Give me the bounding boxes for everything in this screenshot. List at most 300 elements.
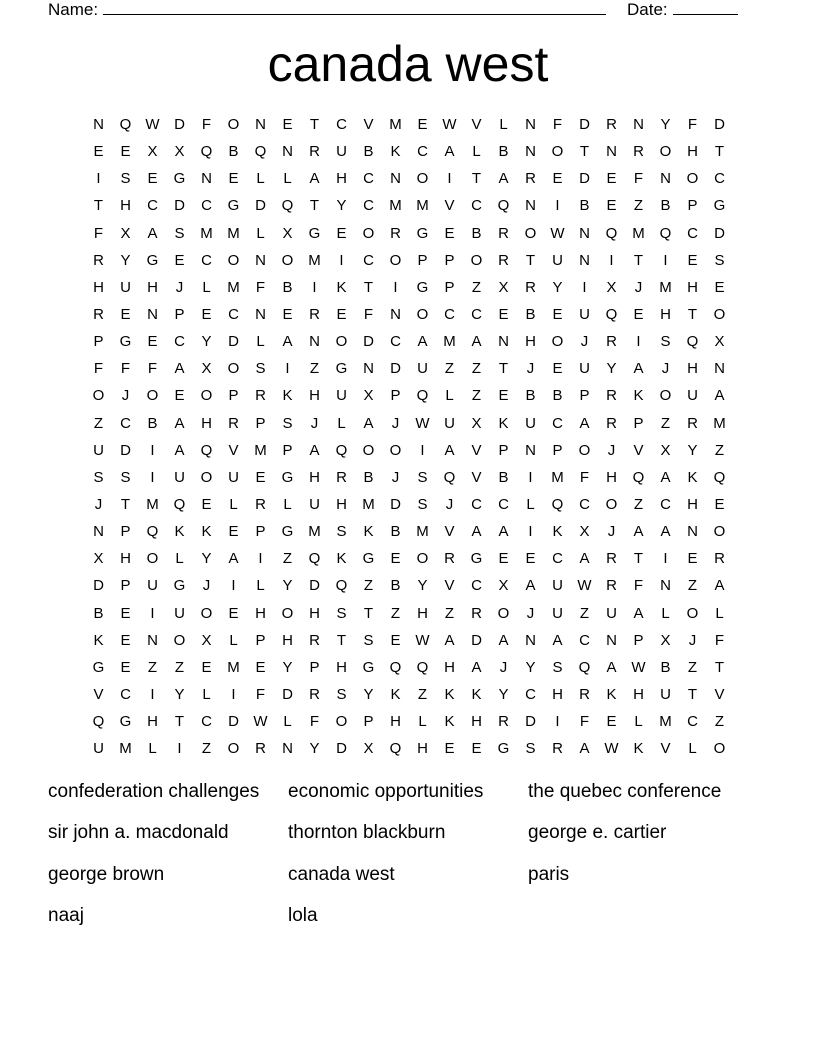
grid-letter[interactable]: E <box>471 740 482 758</box>
grid-letter[interactable]: N <box>201 170 212 188</box>
grid-letter[interactable]: R <box>498 251 509 269</box>
grid-letter[interactable]: Z <box>417 685 428 703</box>
grid-letter[interactable]: K <box>498 414 509 432</box>
grid-letter[interactable]: I <box>528 523 533 541</box>
grid-letter[interactable]: A <box>579 740 590 758</box>
grid-letter[interactable]: O <box>416 550 429 568</box>
grid-letter[interactable]: N <box>255 251 266 269</box>
grid-letter[interactable]: C <box>471 577 482 595</box>
grid-letter[interactable]: Q <box>173 495 186 513</box>
grid-letter[interactable]: A <box>471 658 482 676</box>
grid-letter[interactable]: R <box>309 143 320 161</box>
grid-letter[interactable]: R <box>228 414 239 432</box>
grid-letter[interactable]: N <box>714 360 725 378</box>
grid-letter[interactable]: D <box>255 197 266 215</box>
grid-letter[interactable]: O <box>281 251 294 269</box>
grid-letter[interactable]: Y <box>363 685 374 703</box>
grid-letter[interactable]: A <box>363 414 374 432</box>
grid-letter[interactable]: X <box>606 278 617 296</box>
grid-letter[interactable]: A <box>633 604 644 622</box>
grid-letter[interactable]: H <box>336 495 347 513</box>
grid-letter[interactable]: C <box>579 631 590 649</box>
grid-letter[interactable]: H <box>93 278 104 296</box>
grid-letter[interactable]: C <box>552 414 563 432</box>
grid-letter[interactable]: C <box>363 197 374 215</box>
grid-letter[interactable]: O <box>713 740 726 758</box>
grid-letter[interactable]: C <box>687 713 698 731</box>
grid-letter[interactable]: G <box>362 550 375 568</box>
grid-letter[interactable]: Y <box>687 441 698 459</box>
grid-letter[interactable]: R <box>606 116 617 133</box>
grid-letter[interactable]: H <box>687 143 698 161</box>
grid-letter[interactable]: C <box>120 414 131 432</box>
grid-letter[interactable]: N <box>93 523 104 541</box>
grid-letter[interactable]: J <box>445 495 454 513</box>
grid-letter[interactable]: K <box>336 278 347 296</box>
grid-letter[interactable]: E <box>633 305 644 323</box>
grid-letter[interactable]: N <box>525 441 536 459</box>
grid-letter[interactable]: W <box>145 116 160 133</box>
grid-letter[interactable]: C <box>363 170 374 188</box>
grid-letter[interactable]: H <box>309 387 320 405</box>
grid-letter[interactable]: Q <box>713 468 726 486</box>
grid-letter[interactable]: W <box>577 577 592 595</box>
grid-letter[interactable]: E <box>228 170 239 188</box>
grid-letter[interactable]: J <box>175 278 184 296</box>
grid-letter[interactable]: Q <box>254 143 267 161</box>
grid-letter[interactable]: U <box>606 604 617 622</box>
grid-letter[interactable]: F <box>714 631 725 649</box>
grid-letter[interactable]: L <box>256 224 265 242</box>
grid-letter[interactable]: S <box>336 685 347 703</box>
grid-letter[interactable]: L <box>283 170 292 188</box>
grid-letter[interactable]: D <box>390 495 401 513</box>
grid-letter[interactable]: R <box>633 143 644 161</box>
grid-letter[interactable]: A <box>525 577 536 595</box>
grid-letter[interactable]: Z <box>633 197 644 215</box>
grid-letter[interactable]: B <box>390 577 401 595</box>
grid-letter[interactable]: D <box>336 740 347 758</box>
grid-letter[interactable]: J <box>202 577 211 595</box>
grid-letter[interactable]: F <box>255 278 266 296</box>
grid-letter[interactable]: F <box>579 468 590 486</box>
grid-letter[interactable]: T <box>363 278 374 296</box>
grid-letter[interactable]: Y <box>660 116 671 133</box>
grid-letter[interactable]: E <box>606 713 617 731</box>
grid-letter[interactable]: Q <box>416 658 429 676</box>
grid-letter[interactable]: Q <box>497 197 510 215</box>
grid-letter[interactable]: O <box>686 170 699 188</box>
grid-letter[interactable]: L <box>661 604 670 622</box>
grid-letter[interactable]: Y <box>120 251 131 269</box>
grid-letter[interactable]: I <box>150 685 155 703</box>
grid-letter[interactable]: C <box>660 495 671 513</box>
grid-letter[interactable]: Z <box>471 387 482 405</box>
grid-letter[interactable]: P <box>309 658 320 676</box>
grid-letter[interactable]: Z <box>660 414 671 432</box>
grid-letter[interactable]: A <box>498 523 509 541</box>
grid-letter[interactable]: I <box>285 360 290 378</box>
grid-letter[interactable]: N <box>525 631 536 649</box>
grid-letter[interactable]: R <box>255 740 266 758</box>
grid-letter[interactable]: T <box>309 197 320 215</box>
grid-letter[interactable]: K <box>336 550 347 568</box>
grid-letter[interactable]: P <box>579 387 590 405</box>
grid-letter[interactable]: N <box>606 631 617 649</box>
grid-letter[interactable]: E <box>174 251 185 269</box>
grid-letter[interactable]: N <box>255 305 266 323</box>
grid-letter[interactable]: C <box>471 495 482 513</box>
grid-letter[interactable]: F <box>687 116 698 133</box>
grid-letter[interactable]: M <box>632 224 645 242</box>
grid-letter[interactable]: T <box>471 170 482 188</box>
grid-letter[interactable]: A <box>714 387 725 405</box>
grid-letter[interactable]: F <box>93 360 104 378</box>
grid-letter[interactable]: N <box>687 523 698 541</box>
grid-letter[interactable]: W <box>253 713 268 731</box>
grid-letter[interactable]: X <box>120 224 131 242</box>
grid-letter[interactable]: H <box>147 278 158 296</box>
grid-letter[interactable]: Z <box>471 360 482 378</box>
grid-letter[interactable]: X <box>93 550 104 568</box>
name-blank[interactable] <box>103 0 606 15</box>
grid-letter[interactable]: M <box>416 197 429 215</box>
grid-letter[interactable]: M <box>227 278 240 296</box>
grid-letter[interactable]: O <box>227 740 240 758</box>
grid-letter[interactable]: U <box>687 387 698 405</box>
grid-letter[interactable]: R <box>390 224 401 242</box>
grid-letter[interactable]: K <box>363 523 374 541</box>
grid-letter[interactable]: V <box>444 577 455 595</box>
grid-letter[interactable]: U <box>579 360 590 378</box>
grid-letter[interactable]: F <box>309 713 320 731</box>
grid-letter[interactable]: Q <box>146 523 159 541</box>
grid-letter[interactable]: O <box>713 305 726 323</box>
grid-letter[interactable]: X <box>201 360 212 378</box>
grid-letter[interactable]: S <box>714 251 725 269</box>
grid-letter[interactable]: A <box>660 523 671 541</box>
grid-letter[interactable]: L <box>256 577 265 595</box>
grid-letter[interactable]: A <box>174 414 185 432</box>
grid-letter[interactable]: I <box>663 251 668 269</box>
grid-letter[interactable]: T <box>633 550 644 568</box>
grid-letter[interactable]: S <box>660 333 671 351</box>
grid-letter[interactable]: P <box>687 197 698 215</box>
grid-letter[interactable]: M <box>200 224 213 242</box>
grid-letter[interactable]: H <box>552 685 563 703</box>
grid-letter[interactable]: R <box>606 333 617 351</box>
grid-letter[interactable]: B <box>390 523 401 541</box>
grid-letter[interactable]: Q <box>389 658 402 676</box>
grid-letter[interactable]: H <box>147 713 158 731</box>
grid-letter[interactable]: I <box>177 740 182 758</box>
grid-letter[interactable]: N <box>606 143 617 161</box>
grid-letter[interactable]: E <box>498 305 509 323</box>
grid-letter[interactable]: L <box>256 170 265 188</box>
grid-letter[interactable]: L <box>634 713 643 731</box>
grid-letter[interactable]: E <box>498 387 509 405</box>
grid-letter[interactable]: M <box>308 523 321 541</box>
grid-letter[interactable]: I <box>393 278 398 296</box>
grid-letter[interactable]: B <box>363 143 374 161</box>
grid-letter[interactable]: E <box>93 143 104 161</box>
grid-letter[interactable]: J <box>94 495 103 513</box>
grid-letter[interactable]: H <box>309 468 320 486</box>
grid-letter[interactable]: Z <box>579 604 590 622</box>
grid-letter[interactable]: F <box>255 685 266 703</box>
grid-letter[interactable]: P <box>633 414 644 432</box>
grid-letter[interactable]: C <box>228 305 239 323</box>
grid-letter[interactable]: V <box>471 116 482 133</box>
grid-letter[interactable]: C <box>336 116 347 133</box>
grid-letter[interactable]: T <box>498 360 509 378</box>
grid-letter[interactable]: J <box>499 658 508 676</box>
grid-letter[interactable]: V <box>444 523 455 541</box>
grid-letter[interactable]: B <box>552 387 563 405</box>
grid-letter[interactable]: D <box>282 685 293 703</box>
grid-letter[interactable]: H <box>255 604 266 622</box>
grid-letter[interactable]: C <box>714 170 725 188</box>
grid-letter[interactable]: E <box>336 224 347 242</box>
grid-letter[interactable]: W <box>604 740 619 758</box>
grid-letter[interactable]: H <box>120 550 131 568</box>
grid-letter[interactable]: N <box>147 305 158 323</box>
grid-letter[interactable]: H <box>417 604 428 622</box>
grid-letter[interactable]: N <box>390 305 401 323</box>
grid-letter[interactable]: O <box>335 713 348 731</box>
grid-letter[interactable]: N <box>255 116 266 133</box>
grid-letter[interactable]: R <box>606 414 617 432</box>
grid-letter[interactable]: O <box>551 143 564 161</box>
grid-letter[interactable]: L <box>418 713 427 731</box>
grid-letter[interactable]: E <box>201 305 212 323</box>
grid-letter[interactable]: Y <box>498 685 509 703</box>
grid-letter[interactable]: D <box>363 333 374 351</box>
grid-letter[interactable]: I <box>528 468 533 486</box>
grid-letter[interactable]: E <box>417 116 428 133</box>
grid-letter[interactable]: U <box>336 143 347 161</box>
grid-letter[interactable]: M <box>389 116 402 133</box>
grid-letter[interactable]: V <box>633 441 644 459</box>
grid-letter[interactable]: B <box>525 305 536 323</box>
grid-letter[interactable]: K <box>174 523 185 541</box>
grid-letter[interactable]: T <box>309 116 320 133</box>
grid-letter[interactable]: O <box>173 631 186 649</box>
grid-letter[interactable]: U <box>228 468 239 486</box>
grid-letter[interactable]: E <box>606 197 617 215</box>
grid-letter[interactable]: B <box>498 468 509 486</box>
grid-letter[interactable]: O <box>497 604 510 622</box>
grid-letter[interactable]: M <box>713 414 726 432</box>
grid-letter[interactable]: Y <box>606 360 617 378</box>
grid-letter[interactable]: P <box>282 441 293 459</box>
grid-letter[interactable]: R <box>525 170 536 188</box>
grid-letter[interactable]: G <box>227 197 240 215</box>
grid-letter[interactable]: B <box>660 658 671 676</box>
grid-letter[interactable]: X <box>201 631 212 649</box>
grid-letter[interactable]: A <box>471 333 482 351</box>
grid-letter[interactable]: E <box>606 170 617 188</box>
grid-letter[interactable]: L <box>229 631 238 649</box>
grid-letter[interactable]: N <box>93 116 104 133</box>
grid-letter[interactable]: W <box>550 224 565 242</box>
grid-letter[interactable]: I <box>582 278 587 296</box>
grid-letter[interactable]: U <box>660 685 671 703</box>
grid-letter[interactable]: Q <box>632 468 645 486</box>
grid-letter[interactable]: O <box>362 224 375 242</box>
grid-letter[interactable]: Q <box>281 197 294 215</box>
grid-letter[interactable]: H <box>282 631 293 649</box>
grid-letter[interactable]: D <box>228 333 239 351</box>
grid-letter[interactable]: W <box>415 414 430 432</box>
grid-letter[interactable]: J <box>391 414 400 432</box>
grid-letter[interactable]: A <box>579 550 590 568</box>
grid-letter[interactable]: I <box>231 577 236 595</box>
grid-letter[interactable]: D <box>93 577 104 595</box>
grid-letter[interactable]: H <box>525 333 536 351</box>
grid-letter[interactable]: R <box>471 604 482 622</box>
grid-letter[interactable]: A <box>228 550 239 568</box>
grid-letter[interactable]: J <box>310 414 319 432</box>
grid-letter[interactable]: C <box>201 713 212 731</box>
grid-letter[interactable]: H <box>390 713 401 731</box>
grid-letter[interactable]: M <box>659 713 672 731</box>
grid-letter[interactable]: S <box>93 468 104 486</box>
grid-letter[interactable]: U <box>93 740 104 758</box>
grid-letter[interactable]: O <box>92 387 105 405</box>
grid-letter[interactable]: E <box>714 495 725 513</box>
grid-letter[interactable]: Z <box>687 577 698 595</box>
grid-letter[interactable]: A <box>633 523 644 541</box>
grid-letter[interactable]: L <box>526 495 535 513</box>
grid-letter[interactable]: L <box>445 387 454 405</box>
grid-letter[interactable]: C <box>525 685 536 703</box>
grid-letter[interactable]: B <box>498 143 509 161</box>
grid-letter[interactable]: C <box>552 550 563 568</box>
grid-letter[interactable]: C <box>471 197 482 215</box>
grid-letter[interactable]: L <box>175 550 184 568</box>
grid-letter[interactable]: K <box>471 685 482 703</box>
grid-letter[interactable]: S <box>552 658 563 676</box>
grid-letter[interactable]: O <box>470 251 483 269</box>
grid-letter[interactable]: E <box>120 604 131 622</box>
grid-letter[interactable]: S <box>174 224 185 242</box>
grid-letter[interactable]: T <box>714 143 725 161</box>
grid-letter[interactable]: D <box>525 713 536 731</box>
grid-letter[interactable]: S <box>417 468 428 486</box>
grid-letter[interactable]: J <box>526 604 535 622</box>
grid-letter[interactable]: P <box>255 523 266 541</box>
grid-letter[interactable]: M <box>659 278 672 296</box>
grid-letter[interactable]: P <box>633 631 644 649</box>
grid-letter[interactable]: E <box>336 305 347 323</box>
grid-letter[interactable]: E <box>282 305 293 323</box>
grid-letter[interactable]: I <box>231 685 236 703</box>
grid-letter[interactable]: Q <box>335 577 348 595</box>
grid-letter[interactable]: M <box>551 468 564 486</box>
grid-letter[interactable]: Z <box>444 360 455 378</box>
grid-letter[interactable]: S <box>525 740 536 758</box>
grid-letter[interactable]: F <box>579 713 590 731</box>
grid-letter[interactable]: Z <box>444 604 455 622</box>
grid-letter[interactable]: P <box>363 713 374 731</box>
grid-letter[interactable]: O <box>416 170 429 188</box>
grid-letter[interactable]: U <box>552 604 563 622</box>
grid-letter[interactable]: C <box>579 495 590 513</box>
grid-letter[interactable]: H <box>309 604 320 622</box>
grid-letter[interactable]: R <box>687 414 698 432</box>
grid-letter[interactable]: M <box>443 333 456 351</box>
grid-letter[interactable]: T <box>687 305 698 323</box>
grid-letter[interactable]: O <box>146 550 159 568</box>
grid-letter[interactable]: T <box>714 658 725 676</box>
grid-letter[interactable]: P <box>444 278 455 296</box>
grid-letter[interactable]: G <box>92 658 105 676</box>
grid-letter[interactable]: Y <box>201 550 212 568</box>
grid-letter[interactable]: E <box>552 305 563 323</box>
grid-letter[interactable]: F <box>120 360 131 378</box>
grid-letter[interactable]: E <box>255 658 266 676</box>
grid-letter[interactable]: K <box>633 387 644 405</box>
grid-letter[interactable]: D <box>174 116 185 133</box>
grid-letter[interactable]: Q <box>659 224 672 242</box>
grid-letter[interactable]: M <box>227 224 240 242</box>
grid-letter[interactable]: O <box>578 441 591 459</box>
grid-letter[interactable]: G <box>308 224 321 242</box>
grid-letter[interactable]: S <box>336 523 347 541</box>
grid-letter[interactable]: U <box>525 414 536 432</box>
grid-letter[interactable]: E <box>147 170 158 188</box>
grid-letter[interactable]: R <box>444 550 455 568</box>
grid-letter[interactable]: P <box>417 251 428 269</box>
grid-letter[interactable]: B <box>282 278 293 296</box>
grid-letter[interactable]: V <box>471 468 482 486</box>
grid-letter[interactable]: D <box>471 631 482 649</box>
grid-letter[interactable]: M <box>416 523 429 541</box>
grid-letter[interactable]: E <box>174 387 185 405</box>
grid-letter[interactable]: A <box>714 577 725 595</box>
grid-letter[interactable]: Z <box>687 658 698 676</box>
grid-letter[interactable]: Q <box>578 658 591 676</box>
grid-letter[interactable]: G <box>416 224 429 242</box>
grid-letter[interactable]: O <box>416 305 429 323</box>
grid-letter[interactable]: C <box>201 251 212 269</box>
grid-letter[interactable]: A <box>282 333 293 351</box>
grid-letter[interactable]: N <box>579 251 590 269</box>
grid-letter[interactable]: W <box>442 116 457 133</box>
grid-letter[interactable]: B <box>525 387 536 405</box>
grid-letter[interactable]: L <box>256 333 265 351</box>
grid-letter[interactable]: O <box>200 387 213 405</box>
grid-letter[interactable]: J <box>661 360 670 378</box>
grid-letter[interactable]: R <box>606 387 617 405</box>
grid-letter[interactable]: X <box>579 523 590 541</box>
grid-letter[interactable]: A <box>471 523 482 541</box>
grid-letter[interactable]: C <box>417 143 428 161</box>
grid-letter[interactable]: J <box>634 278 643 296</box>
grid-letter[interactable]: M <box>308 251 321 269</box>
grid-letter[interactable]: R <box>93 251 104 269</box>
grid-letter[interactable]: R <box>498 713 509 731</box>
grid-letter[interactable]: Z <box>174 658 185 676</box>
grid-letter[interactable]: N <box>525 197 536 215</box>
grid-letter[interactable]: R <box>309 305 320 323</box>
grid-letter[interactable]: H <box>120 197 131 215</box>
grid-letter[interactable]: K <box>282 387 293 405</box>
grid-letter[interactable]: A <box>579 414 590 432</box>
grid-letter[interactable]: O <box>200 468 213 486</box>
grid-letter[interactable]: O <box>659 143 672 161</box>
